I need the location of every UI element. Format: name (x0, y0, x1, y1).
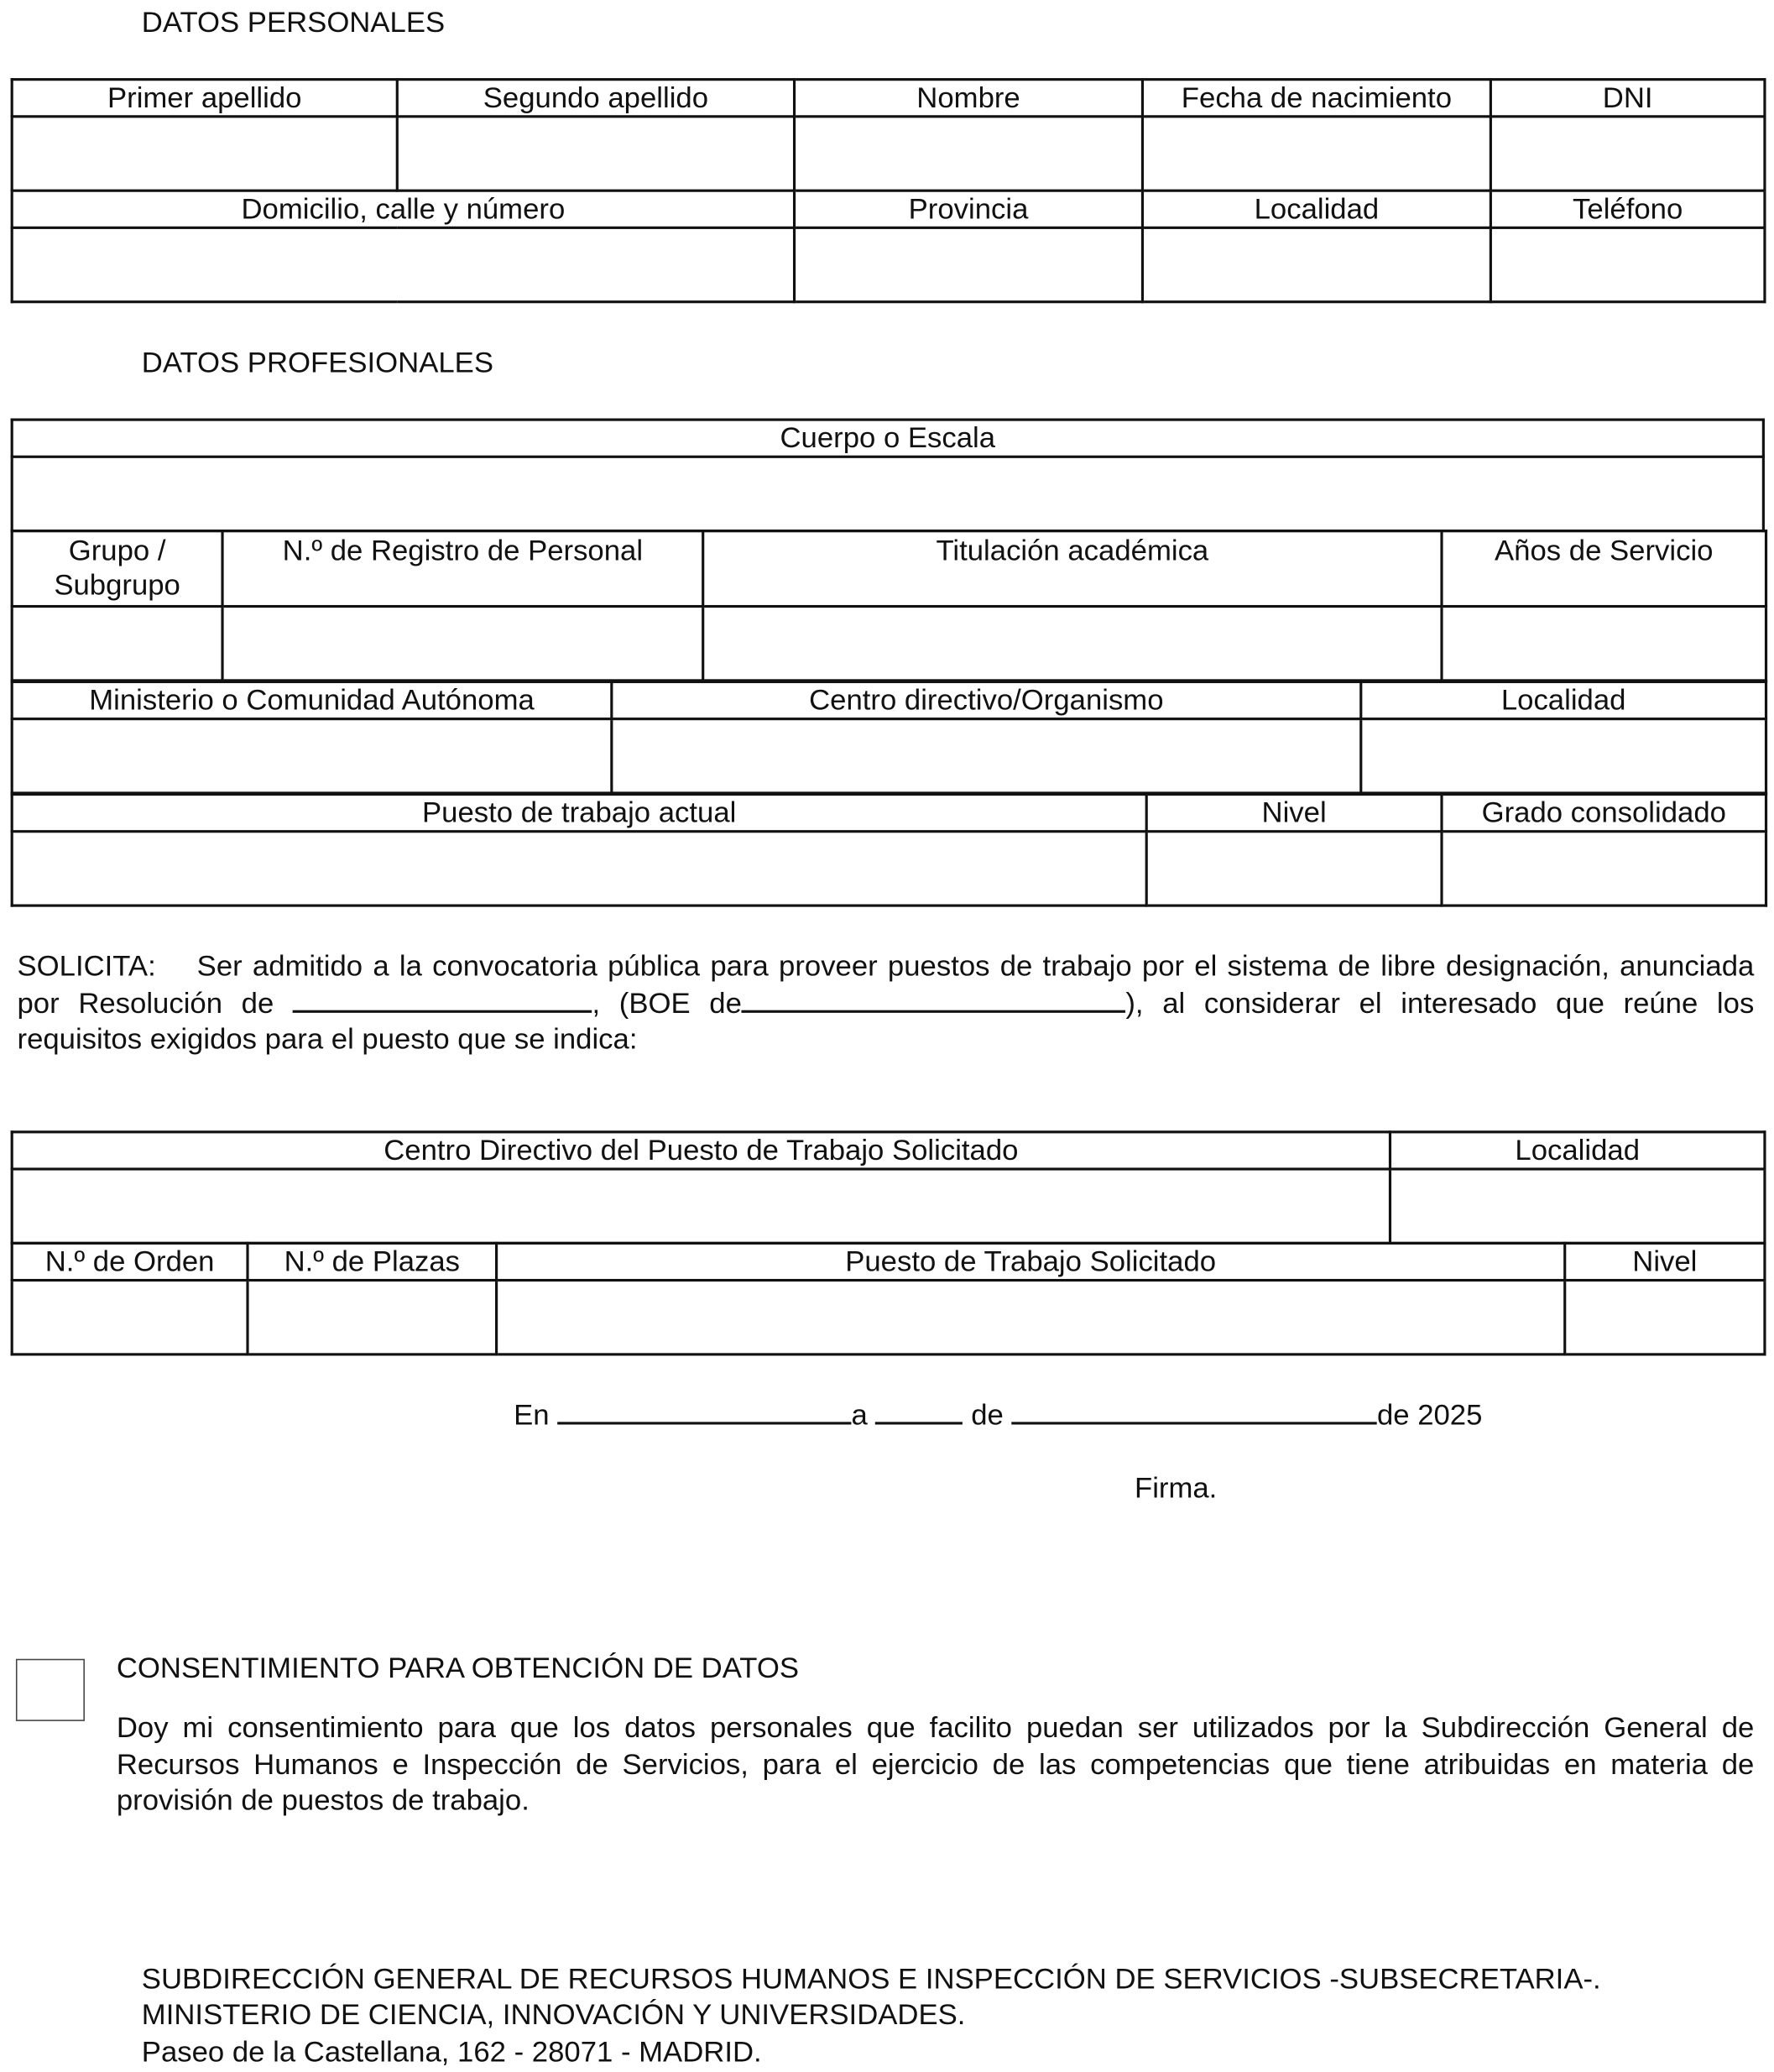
solicita-text-2: , (BOE de (592, 985, 742, 1019)
requested-centro-header: Centro Directivo del Puesto de Trabajo Solicitado (12, 1132, 1390, 1169)
requested-localidad-header: Localidad (1390, 1132, 1764, 1169)
centro-field[interactable] (612, 719, 1361, 793)
solicita-text-3: ), al considerar el interesado que reúne los requisitos exigidos para el puesto que se indica: (17, 985, 1755, 1056)
segundo-apellido-header: Segundo apellido (397, 80, 794, 117)
requested-centro-field[interactable] (12, 1169, 1390, 1243)
cuerpo-field[interactable] (12, 457, 1763, 530)
personal-data-heading: DATOS PERSONALES (141, 5, 446, 39)
titulacion-field[interactable] (703, 607, 1442, 681)
nombre-header: Nombre (795, 80, 1143, 117)
puesto-actual-header: Puesto de trabajo actual (12, 795, 1146, 832)
puesto-actual-table (11, 793, 1767, 907)
puesto-actual-field[interactable] (12, 832, 1146, 906)
ministerio-header: Ministerio o Comunidad Autónoma (12, 681, 612, 718)
localidad-header: Localidad (1142, 190, 1490, 227)
requested-puesto-field[interactable] (497, 1281, 1565, 1354)
plazas-header: N.º de Plazas (248, 1243, 497, 1280)
anios-field[interactable] (1442, 607, 1766, 681)
nombre-field[interactable] (795, 117, 1143, 190)
professional-data-heading: DATOS PROFESIONALES (141, 345, 493, 379)
solicita-label: SOLICITA: (17, 949, 156, 983)
date-de: de (971, 1397, 1004, 1432)
fecha-nacimiento-header: Fecha de nacimiento (1142, 80, 1490, 117)
provincia-field[interactable] (795, 227, 1143, 301)
cuerpo-table (11, 419, 1765, 533)
month-blank[interactable] (1012, 1398, 1377, 1425)
footer-line-2: MINISTERIO DE CIENCIA, INNOVACIÓN Y UNIVERSIDADES. (141, 1997, 966, 2032)
requested-centro-table (11, 1130, 1766, 1245)
fecha-nacimiento-field[interactable] (1142, 117, 1490, 190)
domicilio-field[interactable] (12, 227, 794, 301)
localidad-prof-field[interactable] (1361, 719, 1766, 793)
segundo-apellido-field[interactable] (397, 117, 794, 190)
footer-line-3: Paseo de la Castellana, 162 - 28071 - MADRID. (141, 2034, 762, 2069)
domicilio-header: Domicilio, calle y número (12, 190, 794, 227)
consent-title: CONSENTIMIENTO PARA OBTENCIÓN DE DATOS (116, 1651, 800, 1684)
orden-field[interactable] (12, 1281, 248, 1354)
cuerpo-header: Cuerpo o Escala (12, 420, 1763, 457)
nivel-header: Nivel (1146, 795, 1442, 832)
registro-field[interactable] (222, 607, 703, 681)
requested-nivel-header: Nivel (1565, 1243, 1765, 1280)
date-line (514, 1398, 1482, 1433)
grado-header: Grado consolidado (1442, 795, 1766, 832)
nivel-field[interactable] (1146, 832, 1442, 906)
telefono-field[interactable] (1490, 227, 1765, 301)
resolucion-date-blank[interactable] (293, 986, 592, 1013)
personal-data-table (11, 78, 1766, 303)
day-blank[interactable] (875, 1398, 963, 1425)
dni-field[interactable] (1490, 117, 1765, 190)
orden-header: N.º de Orden (12, 1243, 248, 1280)
consent-text: Doy mi consentimiento para que los datos personales que facilito puedan ser utilizados por la Subdirección General de Recursos Humanos e Inspección de Servicios, para el ejercicio de las competencias que tiene atribuidas en materia de provisión de puestos de trabajo. (116, 1710, 1755, 1817)
place-blank[interactable] (557, 1398, 851, 1425)
date-a: a (851, 1397, 868, 1432)
centro-header: Centro directivo/Organismo (612, 681, 1361, 718)
solicita-paragraph (18, 948, 1755, 1057)
grupo-header: Grupo / Subgrupo (12, 531, 222, 607)
grado-field[interactable] (1442, 832, 1766, 906)
solicita-text-1: Ser admitido a la convocatoria pública para proveer puestos de trabajo por el sistema de libre designación, anunciada por Resolución de (17, 949, 1755, 1019)
anios-header: Años de Servicio (1442, 531, 1766, 607)
primer-apellido-field[interactable] (12, 117, 397, 190)
boe-date-blank[interactable] (742, 986, 1126, 1013)
grupo-table (11, 530, 1767, 681)
telefono-header: Teléfono (1490, 190, 1765, 227)
plazas-field[interactable] (248, 1281, 497, 1354)
localidad-field[interactable] (1142, 227, 1490, 301)
date-year: de 2025 (1376, 1397, 1483, 1432)
localidad-prof-header: Localidad (1361, 681, 1766, 718)
requested-puesto-table (11, 1242, 1766, 1356)
grupo-field[interactable] (12, 607, 222, 681)
ministerio-field[interactable] (12, 719, 612, 793)
requested-puesto-header: Puesto de Trabajo Solicitado (497, 1243, 1565, 1280)
date-en: En (514, 1397, 550, 1432)
primer-apellido-header: Primer apellido (12, 80, 397, 117)
registro-header: N.º de Registro de Personal (222, 531, 703, 607)
requested-nivel-field[interactable] (1565, 1281, 1765, 1354)
consent-checkbox[interactable] (16, 1659, 85, 1721)
provincia-header: Provincia (795, 190, 1143, 227)
footer-line-1: SUBDIRECCIÓN GENERAL DE RECURSOS HUMANOS E INSPECCIÓN DE SERVICIOS -SUBSECRETARIA-. (141, 1962, 1601, 1996)
firma-label: Firma. (1135, 1470, 1218, 1505)
titulacion-header: Titulación académica (703, 531, 1442, 607)
ministerio-table (11, 681, 1767, 795)
dni-header: DNI (1490, 80, 1765, 117)
requested-localidad-field[interactable] (1390, 1169, 1764, 1243)
